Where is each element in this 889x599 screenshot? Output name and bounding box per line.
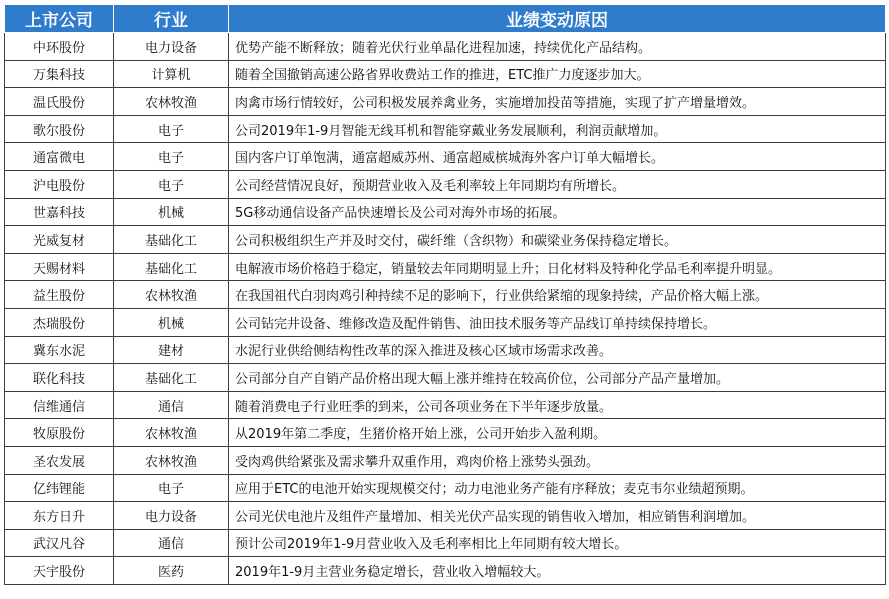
table-row <box>5 336 886 364</box>
table-row <box>5 88 886 116</box>
reason-cell: 公司部分自产自销产品价格出现大幅上涨并维持在较高价位，公司部分产品产量增加。 <box>229 364 886 392</box>
company-cell: 牧原股份 <box>5 419 114 447</box>
industry-cell: 基础化工 <box>114 253 229 281</box>
industry-cell: 电力设备 <box>114 502 229 530</box>
reason-cell: 公司积极组织生产并及时交付，碳纤维（含织物）和碳梁业务保持稳定增长。 <box>229 226 886 254</box>
header-reason: 业绩变动原因 <box>229 5 886 33</box>
table-row <box>5 170 886 198</box>
company-cell: 天赐材料 <box>5 253 114 281</box>
table-row <box>5 502 886 530</box>
company-cell: 东方日升 <box>5 502 114 530</box>
header-company: 上市公司 <box>5 5 114 33</box>
reason-cell: 肉禽市场行情较好，公司积极发展养禽业务，实施增加投苗等措施，实现了扩产增量增效。 <box>229 88 886 116</box>
company-cell: 亿纬锂能 <box>5 474 114 502</box>
table-row <box>5 33 886 61</box>
company-cell: 圣农发展 <box>5 446 114 474</box>
company-cell: 杰瑞股份 <box>5 308 114 336</box>
industry-cell: 通信 <box>114 529 229 557</box>
industry-cell: 电力设备 <box>114 33 229 61</box>
reason-cell: 水泥行业供给侧结构性改革的深入推进及核心区域市场需求改善。 <box>229 336 886 364</box>
reason-cell: 预计公司2019年1-9月营业收入及毛利率相比上年同期有较大增长。 <box>229 529 886 557</box>
reason-cell: 公司钻完井设备、维修改造及配件销售、油田技术服务等产品线订单持续保持增长。 <box>229 308 886 336</box>
table-row <box>5 60 886 88</box>
table-row <box>5 198 886 226</box>
table-body <box>5 33 886 585</box>
industry-cell: 基础化工 <box>114 364 229 392</box>
industry-cell: 农林牧渔 <box>114 88 229 116</box>
reason-cell: 公司经营情况良好，预期营业收入及毛利率较上年同期均有所增长。 <box>229 170 886 198</box>
performance-table <box>4 4 886 585</box>
company-cell: 温氏股份 <box>5 88 114 116</box>
company-cell: 中环股份 <box>5 33 114 61</box>
reason-cell: 2019年1-9月主营业务稳定增长，营业收入增幅较大。 <box>229 557 886 585</box>
reason-cell: 从2019年第二季度，生猪价格开始上涨，公司开始步入盈利期。 <box>229 419 886 447</box>
company-cell: 通富微电 <box>5 143 114 171</box>
reason-cell: 公司2019年1-9月智能无线耳机和智能穿戴业务发展顺利，利润贡献增加。 <box>229 115 886 143</box>
table-row <box>5 115 886 143</box>
table-row <box>5 529 886 557</box>
company-cell: 光威复材 <box>5 226 114 254</box>
company-cell: 益生股份 <box>5 281 114 309</box>
industry-cell: 机械 <box>114 198 229 226</box>
reason-cell: 国内客户订单饱满，通富超威苏州、通富超威槟城海外客户订单大幅增长。 <box>229 143 886 171</box>
company-cell: 武汉凡谷 <box>5 529 114 557</box>
reason-cell: 在我国祖代白羽肉鸡引种持续不足的影响下，行业供给紧缩的现象持续，产品价格大幅上涨。 <box>229 281 886 309</box>
company-cell: 世嘉科技 <box>5 198 114 226</box>
industry-cell: 电子 <box>114 474 229 502</box>
table-row <box>5 391 886 419</box>
table-row <box>5 281 886 309</box>
table-row <box>5 419 886 447</box>
table-row <box>5 226 886 254</box>
company-cell: 万集科技 <box>5 60 114 88</box>
reason-cell: 5G移动通信设备产品快速增长及公司对海外市场的拓展。 <box>229 198 886 226</box>
table-row <box>5 364 886 392</box>
company-cell: 联化科技 <box>5 364 114 392</box>
table-row <box>5 446 886 474</box>
reason-cell: 随着全国撤销高速公路省界收费站工作的推进，ETC推广力度逐步加大。 <box>229 60 886 88</box>
table-row <box>5 143 886 171</box>
industry-cell: 建材 <box>114 336 229 364</box>
industry-cell: 机械 <box>114 308 229 336</box>
company-cell: 天宇股份 <box>5 557 114 585</box>
table-row <box>5 474 886 502</box>
reason-cell: 公司光伏电池片及组件产量增加、相关光伏产品实现的销售收入增加，相应销售利润增加。 <box>229 502 886 530</box>
reason-cell: 受肉鸡供给紧张及需求攀升双重作用，鸡肉价格上涨势头强劲。 <box>229 446 886 474</box>
table-row <box>5 557 886 585</box>
header-row <box>5 5 886 33</box>
reason-cell: 随着消费电子行业旺季的到来，公司各项业务在下半年逐步放量。 <box>229 391 886 419</box>
industry-cell: 农林牧渔 <box>114 446 229 474</box>
industry-cell: 计算机 <box>114 60 229 88</box>
company-cell: 冀东水泥 <box>5 336 114 364</box>
table-row <box>5 253 886 281</box>
company-cell: 信维通信 <box>5 391 114 419</box>
industry-cell: 电子 <box>114 170 229 198</box>
reason-cell: 应用于ETC的电池开始实现规模交付；动力电池业务产能有序释放；麦克韦尔业绩超预期。 <box>229 474 886 502</box>
industry-cell: 农林牧渔 <box>114 281 229 309</box>
industry-cell: 医药 <box>114 557 229 585</box>
industry-cell: 基础化工 <box>114 226 229 254</box>
company-cell: 沪电股份 <box>5 170 114 198</box>
company-cell: 歌尔股份 <box>5 115 114 143</box>
industry-cell: 电子 <box>114 115 229 143</box>
industry-cell: 农林牧渔 <box>114 419 229 447</box>
industry-cell: 通信 <box>114 391 229 419</box>
reason-cell: 电解液市场价格趋于稳定，销量较去年同期明显上升；日化材料及特种化学品毛利率提升明显。 <box>229 253 886 281</box>
industry-cell: 电子 <box>114 143 229 171</box>
header-industry: 行业 <box>114 5 229 33</box>
reason-cell: 优势产能不断释放；随着光伏行业单晶化进程加速，持续优化产品结构。 <box>229 33 886 61</box>
table-row <box>5 308 886 336</box>
